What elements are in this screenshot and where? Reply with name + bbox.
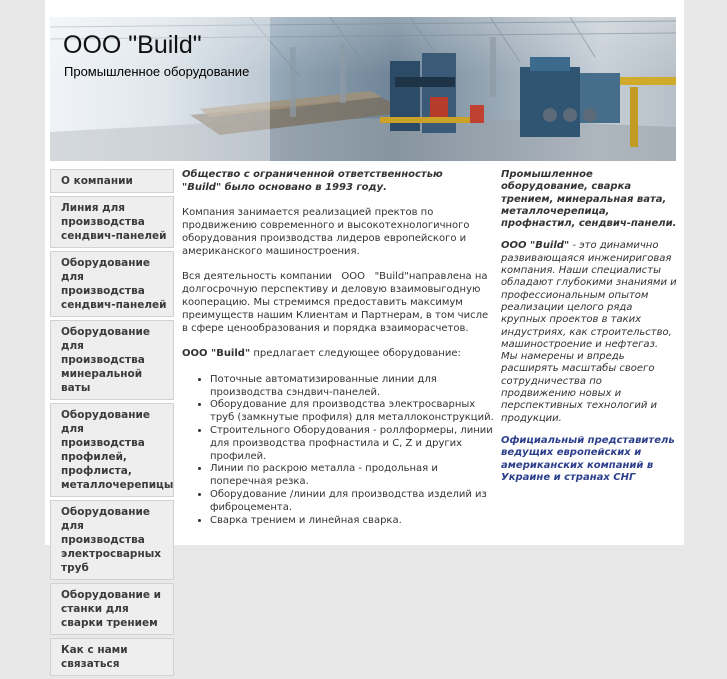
nav-item-profiles[interactable]: Оборудование для производства профилей, профлиста, металлочерепицы bbox=[50, 403, 174, 497]
intro-lead-c: было основано в 1993 году. bbox=[224, 181, 387, 193]
sidebar-nav bbox=[50, 169, 174, 679]
activity-a: Вся деятельность компании bbox=[182, 271, 332, 283]
main-content bbox=[182, 169, 496, 527]
site-title: ООО "Build" bbox=[63, 31, 202, 59]
page-container bbox=[45, 0, 684, 670]
nav-item-welded-pipes[interactable]: Оборудование для производства электросварных труб bbox=[50, 500, 174, 580]
equipment-list bbox=[182, 374, 496, 528]
list-item: • Линии по раскрою металла - продольная и поперечная резка. bbox=[210, 463, 496, 489]
nav-item-mineral-wool[interactable]: Оборудование для производства минеральной ваты bbox=[50, 320, 174, 400]
right-company: ООО "Build" bbox=[501, 240, 570, 252]
activity-paragraph bbox=[182, 271, 496, 335]
list-item: • Поточные автоматизированные линии для производства сэндвич-панелей. bbox=[210, 374, 496, 400]
intro-paragraph: Компания занимается реализацией пректов по продвижению современного и высокотехнологичного оборудования производства лидеров европейского и американского машиностроения. bbox=[182, 207, 470, 257]
list-item: • Сварка трением и линейная сварка. bbox=[210, 515, 496, 528]
list-item: • Строительного Оборудования - роллформеры, линии для производства профнастила и С, Z и других профилей. bbox=[210, 425, 496, 463]
list-item: • Оборудование /линии для производства изделий из фиброцемента. bbox=[210, 489, 496, 515]
right-about bbox=[501, 240, 677, 424]
intro-lead-b: "Build" bbox=[182, 181, 222, 193]
intro-lead bbox=[182, 169, 496, 195]
right-heading: Промышленное оборудование, сварка трением, минеральная вата, металлочерепица, профнастил, сендвич-панели. bbox=[501, 169, 677, 230]
right-column bbox=[501, 169, 677, 494]
official-rep: Официальный представитель ведущих европейских и американских компаний в Украине и странах СНГ bbox=[501, 434, 675, 483]
right-about-text: - это динамично развивающаяся инженириговая компания. Наши специалисты обладают глубокими знаниями и профессиональным опытом реализации целого ряда крупных проектов в таких индустриях, как строительство, машиностроение и нефтегаз. bbox=[501, 240, 677, 350]
nav-item-contacts[interactable]: Как с нами связаться bbox=[50, 638, 174, 676]
nav-item-friction-welding[interactable]: Оборудование и станки для сварки трением bbox=[50, 583, 174, 635]
nav-item-about[interactable]: О компании bbox=[50, 169, 174, 193]
nav-item-sandwich-line[interactable]: Линия для производства сендвич-панелей bbox=[50, 196, 174, 248]
offer-text: предлагает следующее оборудование: bbox=[253, 348, 461, 360]
intro-lead-a: Общество с ограниченной ответственностью bbox=[182, 169, 443, 180]
site-subtitle: Промышленное оборудование bbox=[64, 64, 250, 79]
list-item: • Оборудование для производства электросварных труб (замкнутые профиля) для металлоконструкций. bbox=[210, 399, 496, 425]
activity-b: ООО bbox=[341, 271, 366, 283]
nav-item-sandwich-equipment[interactable]: Оборудование для производства сендвич-панелей bbox=[50, 251, 174, 317]
offer-paragraph bbox=[182, 348, 496, 361]
activity-c: "Build"направлена на долгосрочную перспективу и деловую взаимовыгодную кооперацию. Мы стремимся предоставить максимум преимуществ нашим Клиентам и Партнерам, в том числе в сфере ценообразования и порядка взаиморасчетов. bbox=[182, 271, 489, 334]
header-banner bbox=[50, 17, 676, 161]
right-plans: Мы намерены и впредь расширять масштабы своего сотрудничества по продвижению новых и перспективных технологий и продукции. bbox=[501, 351, 658, 424]
offer-company: ООО "Build" bbox=[182, 348, 251, 360]
